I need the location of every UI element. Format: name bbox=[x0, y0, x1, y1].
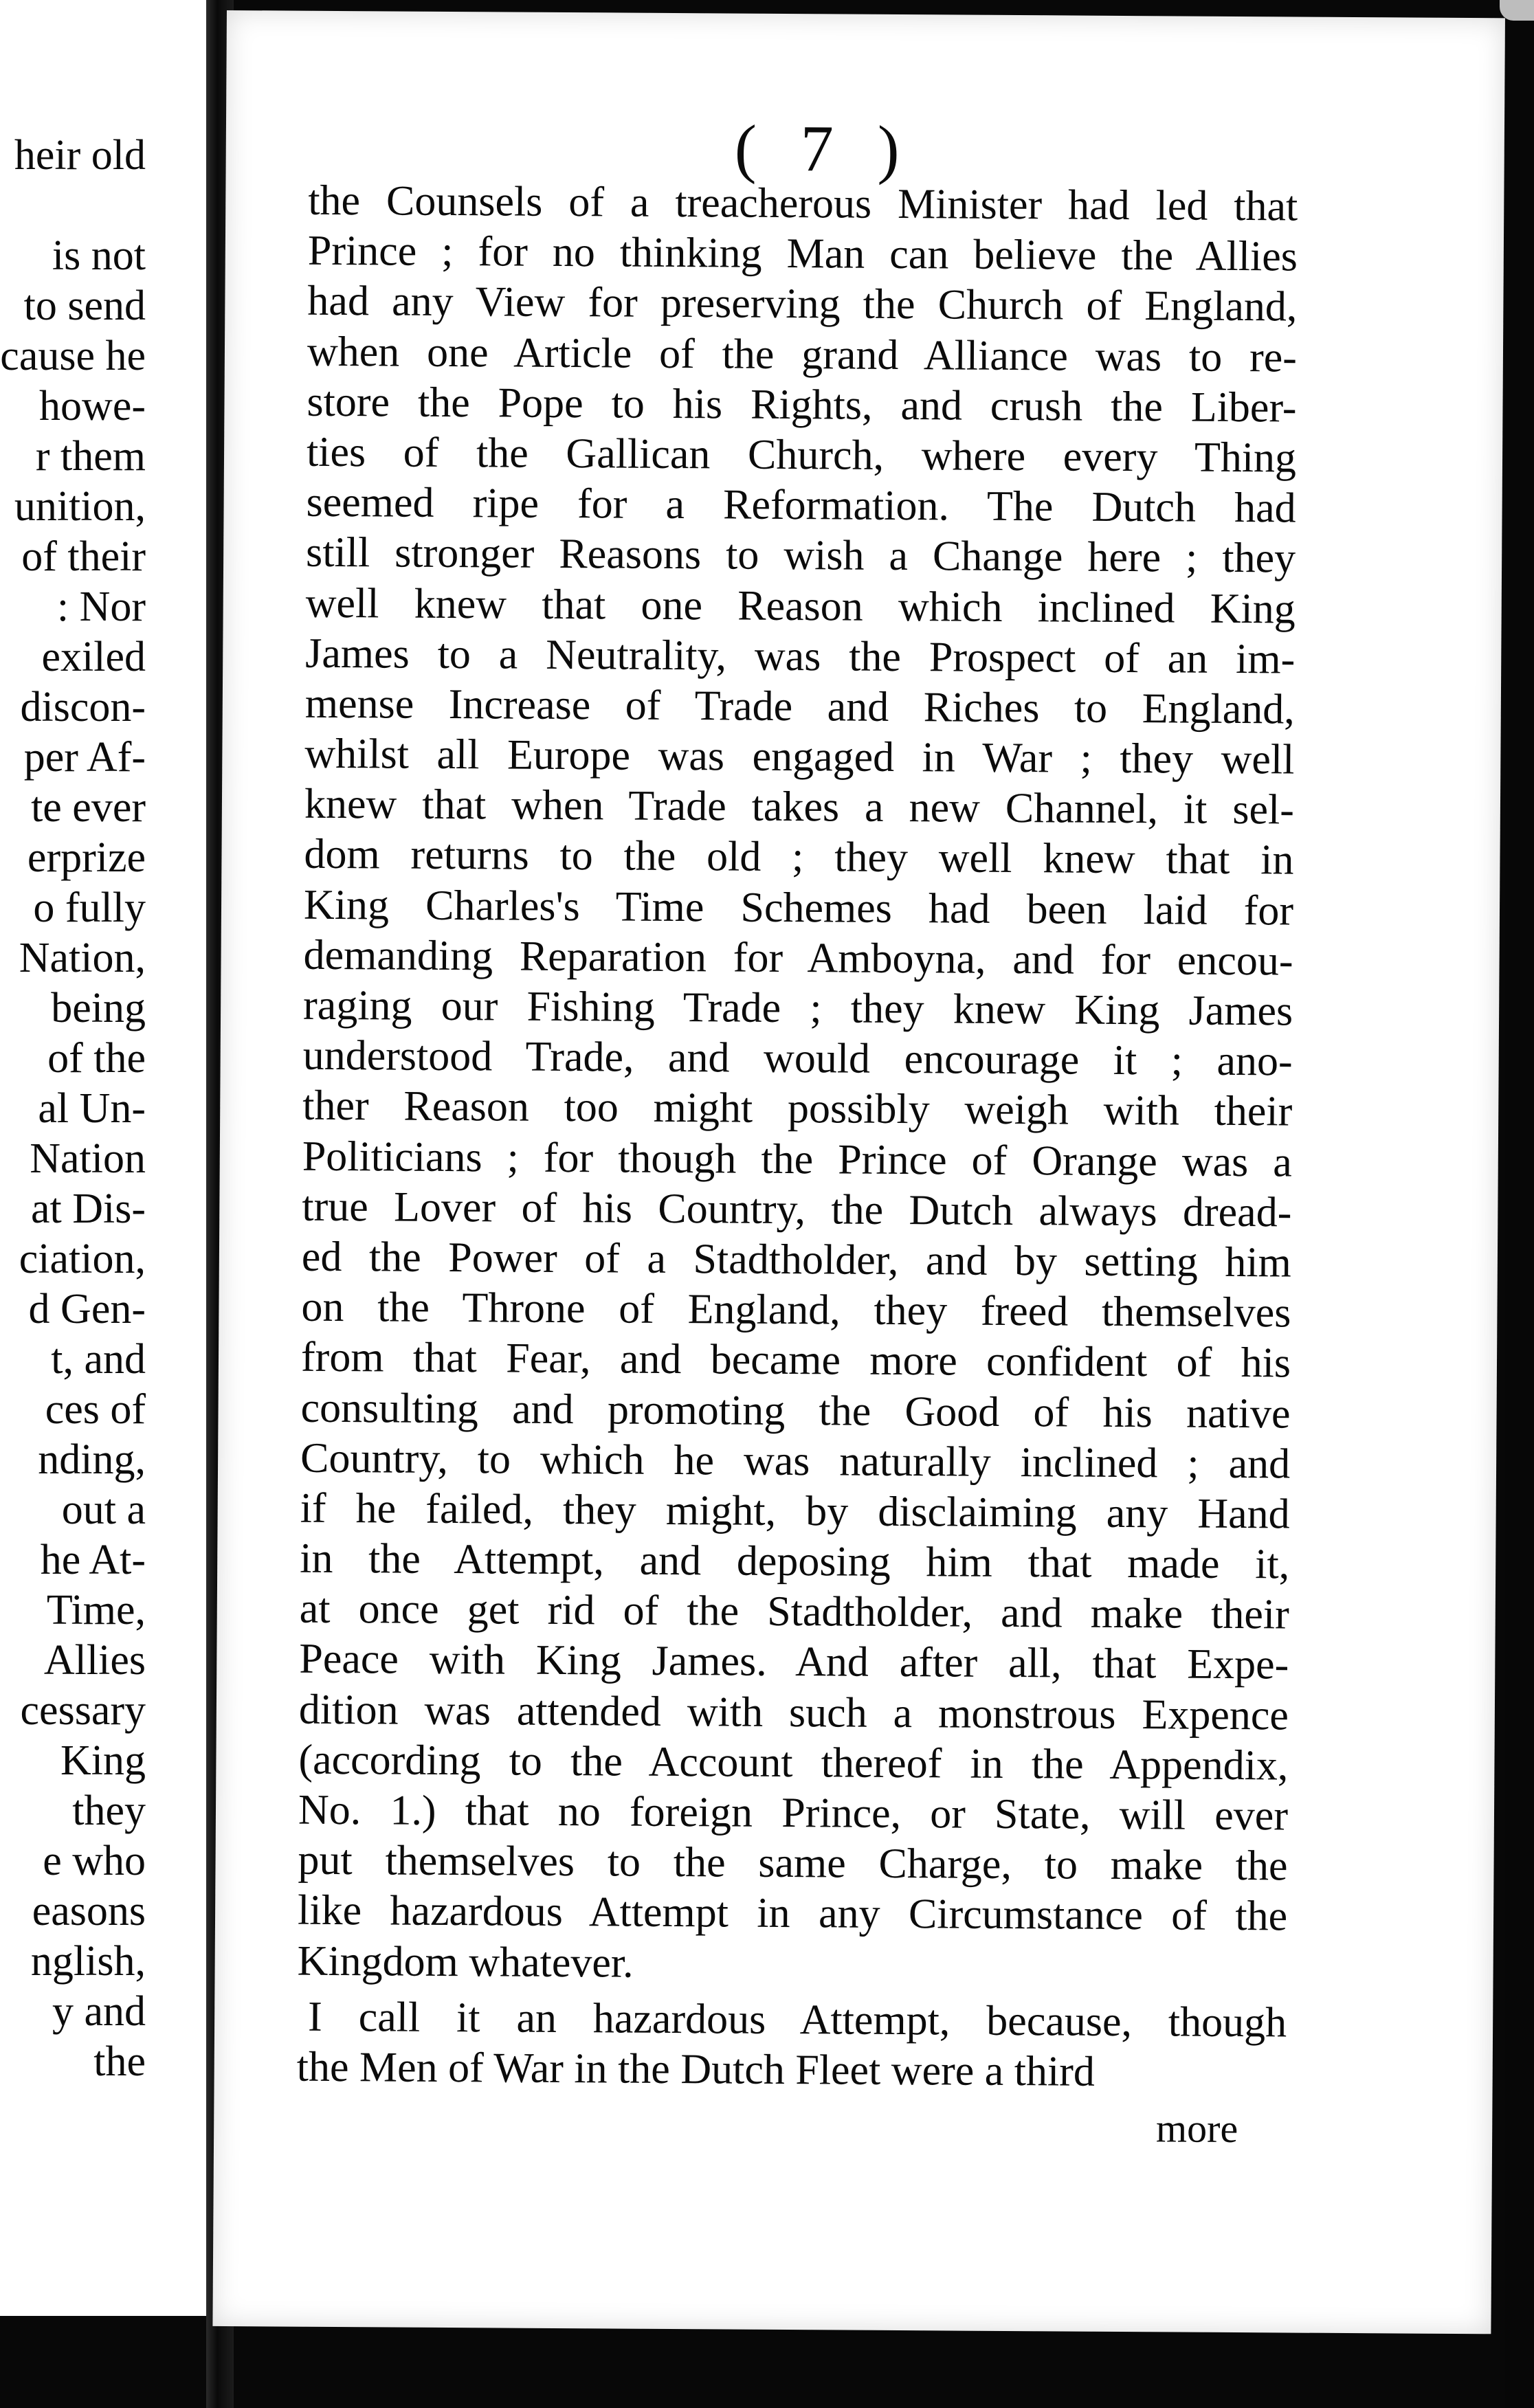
previous-page-line: per Af- bbox=[23, 734, 146, 781]
previous-page-line: cause he bbox=[0, 333, 146, 379]
previous-page-line: discon- bbox=[20, 684, 146, 731]
text-line: King Charles's Time Schemes had been laid for bbox=[303, 881, 1294, 935]
text-line: put themselves to the same Charge, to make the bbox=[298, 1836, 1288, 1890]
text-line: I call it an hazardous Attempt, because, though bbox=[307, 1993, 1287, 2047]
text-line: Country, to which he was naturally inclined ; and bbox=[300, 1434, 1291, 1488]
text-line: consulting and promoting the Good of his native bbox=[300, 1384, 1291, 1437]
previous-page-line: ciation, bbox=[19, 1236, 146, 1282]
text-line: from that Fear, and became more confident of his bbox=[300, 1334, 1291, 1387]
previous-page-line: d Gen- bbox=[28, 1286, 146, 1333]
text-line: like hazardous Attempt in any Circumstance of the bbox=[297, 1887, 1288, 1940]
text-line: (according to the Account thereof in the Appendix, bbox=[298, 1736, 1289, 1790]
previous-page-line: exiled bbox=[41, 634, 146, 680]
text-line: had any View for preserving the Church of England, bbox=[307, 278, 1298, 331]
corner-mark bbox=[1500, 0, 1534, 21]
text-line: still stronger Reasons to wish a Change here ; they bbox=[305, 529, 1296, 582]
text-line: if he failed, they might, by disclaiming any Hand bbox=[300, 1484, 1290, 1538]
page-number: ( 7 ) bbox=[734, 111, 914, 186]
previous-page-line: Nation, bbox=[19, 935, 146, 981]
text-line: true Lover of his Country, the Dutch always dread- bbox=[302, 1183, 1292, 1236]
text-line: James to a Neutrality, was the Prospect of an im- bbox=[305, 629, 1296, 683]
text-line: seemed ripe for a Reformation. The Dutch had bbox=[306, 478, 1296, 532]
text-line: at once get rid of the Stadtholder, and make their bbox=[299, 1585, 1289, 1638]
text-line: the Men of War in the Dutch Fleet were a third bbox=[296, 2043, 1096, 2095]
previous-page-line: heir old bbox=[14, 132, 146, 179]
text-line: No. 1.) that no foreign Prince, or State, will ever bbox=[298, 1786, 1289, 1840]
catchword: more bbox=[1155, 2106, 1238, 2152]
text-line: store the Pope to his Rights, and crush the Liber- bbox=[307, 378, 1297, 432]
previous-page-line: they bbox=[72, 1787, 146, 1834]
previous-page-line: Allies bbox=[43, 1637, 146, 1684]
previous-page-text bbox=[0, 131, 146, 2087]
previous-page-line: erprize bbox=[27, 834, 146, 881]
previous-page-line: e who bbox=[43, 1838, 146, 1884]
previous-page-fragment bbox=[0, 0, 210, 2316]
text-line: understood Trade, and would encourage it ; ano- bbox=[302, 1032, 1293, 1085]
previous-page-line: r them bbox=[35, 433, 146, 480]
previous-page-line: unition, bbox=[14, 483, 146, 530]
page bbox=[212, 10, 1505, 2334]
text-line: ther Reason too might possibly weigh with their bbox=[302, 1082, 1293, 1135]
previous-page-line: King bbox=[60, 1737, 146, 1784]
previous-page-line: the bbox=[93, 2038, 146, 2085]
previous-page-line: to send bbox=[23, 282, 146, 329]
previous-page-line: ces of bbox=[45, 1386, 146, 1433]
previous-page-line: Time, bbox=[46, 1587, 146, 1634]
previous-page-line: nding, bbox=[38, 1436, 146, 1483]
previous-page-line: : Nor bbox=[56, 583, 146, 630]
text-line: Prince ; for no thinking Man can believe the Allies bbox=[307, 227, 1298, 280]
previous-page-line: is not bbox=[52, 232, 146, 279]
text-line: Kingdom whatever. bbox=[297, 1937, 634, 1987]
text-line: ties of the Gallican Church, where every Thing bbox=[306, 428, 1297, 482]
text-line: dition was attended with such a monstrous Expence bbox=[298, 1686, 1289, 1739]
previous-page-line: te ever bbox=[31, 784, 146, 831]
previous-page-line: t, and bbox=[51, 1336, 146, 1383]
previous-page-line: al Un- bbox=[38, 1085, 146, 1132]
previous-page-line: at Dis- bbox=[30, 1185, 146, 1232]
previous-page-line: o fully bbox=[33, 884, 146, 931]
previous-page-line: howe- bbox=[39, 383, 146, 430]
previous-page-line: being bbox=[51, 985, 146, 1032]
previous-page-line: Nation bbox=[30, 1135, 146, 1182]
previous-page-line: of their bbox=[21, 533, 146, 580]
previous-page-line: of the bbox=[47, 1035, 146, 1082]
text-line: mense Increase of Trade and Riches to England, bbox=[304, 680, 1296, 733]
previous-page-line: easons bbox=[32, 1888, 146, 1935]
previous-page-line: y and bbox=[52, 1988, 146, 2035]
text-line: ed the Power of a Stadtholder, and by setting him bbox=[301, 1233, 1292, 1286]
text-line: knew that when Trade takes a new Channel, it sel- bbox=[304, 780, 1295, 834]
text-line: whilst all Europe was engaged in War ; they well bbox=[304, 730, 1295, 783]
previous-page-line: he At- bbox=[40, 1537, 146, 1583]
text-line: demanding Reparation for Amboyna, and for encou- bbox=[303, 931, 1293, 985]
text-line: the Counsels of a treacherous Minister had led that bbox=[308, 177, 1298, 230]
scan-border bbox=[1505, 0, 1534, 2408]
text-line: on the Throne of England, they freed themselves bbox=[301, 1283, 1291, 1337]
text-line: when one Article of the grand Alliance was to re- bbox=[307, 328, 1298, 381]
previous-page-line: out a bbox=[61, 1486, 146, 1533]
previous-page-line: nglish, bbox=[30, 1938, 146, 1985]
previous-page-line: cessary bbox=[20, 1687, 146, 1734]
text-line: in the Attempt, and deposing him that made it, bbox=[300, 1535, 1290, 1588]
text-line: Politicians ; for though the Prince of Orange was a bbox=[302, 1133, 1292, 1186]
previous-page-line bbox=[0, 181, 146, 231]
text-line: raging our Fishing Trade ; they knew King James bbox=[302, 981, 1293, 1035]
text-line: dom returns to the old ; they well knew that in bbox=[304, 831, 1294, 884]
text-line: Peace with King James. And after all, that Expe- bbox=[299, 1636, 1289, 1688]
text-line: well knew that one Reason which inclined King bbox=[305, 579, 1296, 633]
page-body-text bbox=[296, 176, 1298, 2099]
